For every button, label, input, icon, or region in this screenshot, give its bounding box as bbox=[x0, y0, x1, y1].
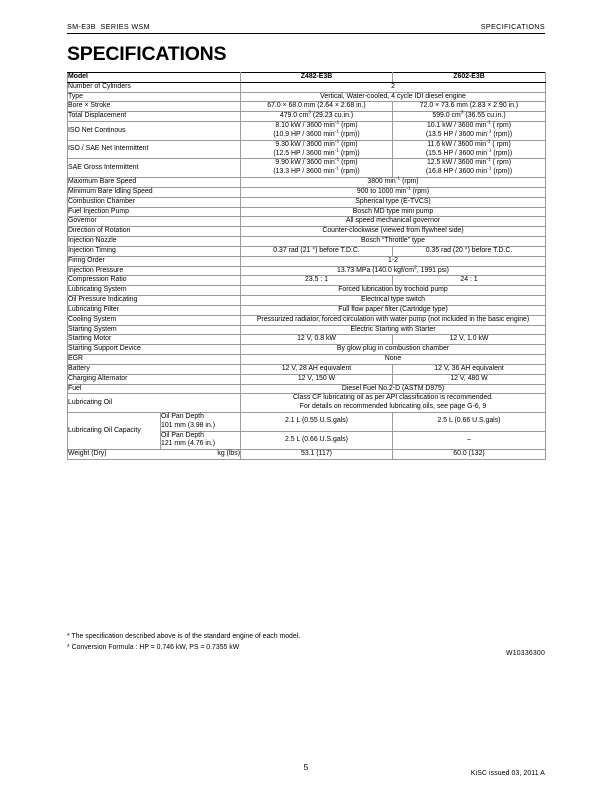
row-value-model-b: 24 : 1 bbox=[393, 276, 546, 286]
footnote-2: * Conversion Formula : HP = 0.746 kW, PS = 0.7355 kW bbox=[67, 643, 240, 651]
row-label-capacity: Lubricating Oil Capacity bbox=[68, 412, 161, 449]
specifications-table-body bbox=[68, 73, 546, 460]
row-label: Fuel Injection Pump bbox=[68, 207, 241, 217]
row-label: Starting System bbox=[68, 325, 241, 335]
row-value-model-a: 12 V, 28 AH equivalent bbox=[241, 364, 393, 374]
row-value-model-a: 53.1 (117) bbox=[241, 450, 393, 460]
table-row bbox=[68, 335, 546, 345]
row-value-shared: Bosch MD type mini pump bbox=[241, 207, 546, 217]
row-value-model-b: 12.5 kW / 3600 $\min^{-1}$ ( rpm) (16.8 HP / 3600 $\min^{-1} (rpm)$) bbox=[393, 159, 546, 178]
page-credit: KiSC issued 03, 2011 A bbox=[470, 770, 545, 777]
row-value-model-a: 2.5 L (0.66 U.S.gals) bbox=[241, 431, 393, 450]
row-label: Lubricating System bbox=[68, 286, 241, 296]
table-row bbox=[68, 374, 546, 384]
row-value-shared: 900 to 1000 $\min^{-1} (rpm)$ bbox=[241, 187, 546, 197]
row-label: Fuel bbox=[68, 384, 241, 394]
row-value-shared: Pressurized radiator, forced circulation with water pump (not included in the basic engine) bbox=[241, 315, 546, 325]
row-label: Bore × Stroke bbox=[68, 102, 241, 112]
footnote-1: * The specification described above is of the standard engine of each model. bbox=[67, 633, 301, 640]
row-value-model-b: 2.5 L (0.66 U.S.gals) bbox=[393, 412, 546, 431]
row-value-shared: Electric Starting with Starter bbox=[241, 325, 546, 335]
row-value-model-b: 599.0 $cm^3$ (36.55 cu.in.) bbox=[393, 112, 546, 122]
table-row bbox=[68, 140, 546, 159]
table-row bbox=[68, 276, 546, 286]
table-row bbox=[68, 364, 546, 374]
row-label: SAE Gross Intermittent bbox=[68, 159, 241, 178]
table-row bbox=[68, 237, 546, 247]
table-row bbox=[68, 384, 546, 394]
row-value-model-a: 2.1 L (0.55 U.S.gals) bbox=[241, 412, 393, 431]
row-label: Starting Motor bbox=[68, 335, 241, 345]
row-value-shared: 13.73 MPa (140.0 kgf/$cm^2$, 1991 psi) bbox=[241, 266, 546, 276]
running-header-left: SM-E3B SERIES WSM bbox=[67, 22, 150, 31]
page-title: SPECIFICATIONS bbox=[67, 43, 227, 65]
table-row bbox=[68, 355, 546, 365]
row-value-shared: Bosch “Throttle” type bbox=[241, 237, 546, 247]
running-header bbox=[67, 22, 545, 34]
footnotes bbox=[67, 632, 300, 653]
row-label: Lubricating Oil bbox=[68, 394, 241, 413]
table-row bbox=[68, 296, 546, 306]
column-header-model: Model bbox=[68, 73, 241, 83]
table-row bbox=[68, 266, 546, 276]
row-label: Total Displacement bbox=[68, 112, 241, 122]
row-value-model-a: 23.5 : 1 bbox=[241, 276, 393, 286]
table-row bbox=[68, 178, 546, 188]
row-value-model-a: 9.30 kW / 3600 $\min^{-1} (rpm)$ (12.5 HP / 3600 $\min^{-1} (rpm)$) bbox=[241, 140, 393, 159]
table-row bbox=[68, 159, 546, 178]
row-value-model-a: 9.90 kW / 3600 $\min^{-1} (rpm)$ (13.3 HP / 3600 $\min^{-1} (rpm)$) bbox=[241, 159, 393, 178]
table-row bbox=[68, 394, 546, 413]
row-label: ISO / SAE Net Intermittent bbox=[68, 140, 241, 159]
row-sublabel-oil-pan-depth: Oil Pan Depth 121 mm (4.76 in.) bbox=[161, 431, 241, 450]
row-label: Firing Order bbox=[68, 256, 241, 266]
row-value-model-a: 12 V, 150 W bbox=[241, 374, 393, 384]
row-label: Number of Cylinders bbox=[68, 82, 241, 92]
row-label: Combustion Chamber bbox=[68, 197, 241, 207]
table-row bbox=[68, 197, 546, 207]
row-value-shared: Full flow paper filter (Cartridge type) bbox=[241, 305, 546, 315]
table-row bbox=[68, 305, 546, 315]
row-value-shared: Spherical type (E-TVCS) bbox=[241, 197, 546, 207]
running-header-right: SPECIFICATIONS bbox=[480, 22, 545, 31]
table-row bbox=[68, 315, 546, 325]
row-label: Starting Support Device bbox=[68, 345, 241, 355]
row-value-model-b: 11.6 kW / 3600 $\min^{-1}$ ( rpm) (15.5 HP / 3600 $\min^{-1} (rpm)$) bbox=[393, 140, 546, 159]
row-label: Injection Nozzle bbox=[68, 237, 241, 247]
row-value-model-b: 72.0 × 73.6 mm (2.83 × 2.90 in.) bbox=[393, 102, 546, 112]
row-value-model-a: 0.37 rad (21 °) before T.D.C. bbox=[241, 246, 393, 256]
row-sublabel-oil-pan-depth: Oil Pan Depth 101 mm (3.98 in.) bbox=[161, 412, 241, 431]
table-row-weight bbox=[68, 450, 546, 460]
row-value-shared: None bbox=[241, 355, 546, 365]
row-value-model-a: 479.0 $cm^3$ (29.23 cu.in.) bbox=[241, 112, 393, 122]
row-value-shared: Vertical, Water-cooled, 4 cycle IDI diesel engine bbox=[241, 92, 546, 102]
row-label: Charging Alternator bbox=[68, 374, 241, 384]
table-row bbox=[68, 92, 546, 102]
column-header-model-a: Z482-E3B bbox=[241, 73, 393, 83]
document-code: W10336300 bbox=[506, 650, 545, 657]
page-number: 5 bbox=[303, 762, 309, 772]
table-row bbox=[68, 217, 546, 227]
row-value-shared: Counter-clockwise (viewed from flywheel side) bbox=[241, 227, 546, 237]
row-label: Battery bbox=[68, 364, 241, 374]
row-label: Oil Pressure Indicating bbox=[68, 296, 241, 306]
row-label: Governor bbox=[68, 217, 241, 227]
table-row bbox=[68, 122, 546, 141]
table-row bbox=[68, 207, 546, 217]
row-value-model-b: 12 V, 480 W bbox=[393, 374, 546, 384]
table-row bbox=[68, 187, 546, 197]
row-label: ISO Net Continous bbox=[68, 122, 241, 141]
row-value-model-a: 12 V, 0.8 kW bbox=[241, 335, 393, 345]
row-value-model-b: 12 V, 1.0 kW bbox=[393, 335, 546, 345]
specifications-table-container bbox=[67, 72, 545, 460]
specifications-table bbox=[67, 72, 546, 460]
table-row bbox=[68, 345, 546, 355]
table-row bbox=[68, 325, 546, 335]
row-label: Injection Timing bbox=[68, 246, 241, 256]
row-value-model-b: – bbox=[393, 431, 546, 450]
row-label: Compression Ratio bbox=[68, 276, 241, 286]
row-value-shared: Diesel Fuel No.2-D (ASTM D975) bbox=[241, 384, 546, 394]
row-value-shared: All speed mechanical governor bbox=[241, 217, 546, 227]
row-label: Minimum Bare Idling Speed bbox=[68, 187, 241, 197]
row-value-model-b: 60.0 (132) bbox=[393, 450, 546, 460]
row-label: Maximum Bare Speed bbox=[68, 178, 241, 188]
row-label: Direction of Rotation bbox=[68, 227, 241, 237]
table-row bbox=[68, 286, 546, 296]
row-value-model-b: 12 V, 36 AH equivalent bbox=[393, 364, 546, 374]
table-header-row bbox=[68, 73, 546, 83]
row-value-model-b: 10.1 kW / 3600 $\min^{-1}$ ( rpm) (13.5 HP / 3600 $\min^{-1} (rpm)$) bbox=[393, 122, 546, 141]
row-value-model-a: 8.10 kW / 3600 $\min^{-1} (rpm)$ (10.9 HP / 3600 $\min^{-1} (rpm)$) bbox=[241, 122, 393, 141]
row-value-model-a: 67.0 × 68.0 mm (2.64 × 2.68 in.) bbox=[241, 102, 393, 112]
table-row bbox=[68, 102, 546, 112]
row-unit-weight: kg (lbs) bbox=[161, 450, 241, 460]
row-label-weight: Weight (Dry) bbox=[68, 450, 161, 460]
table-row-capacity bbox=[68, 412, 546, 431]
table-row bbox=[68, 82, 546, 92]
row-label: Injection Pressure bbox=[68, 266, 241, 276]
row-value-shared: By glow plug in combustion chamber bbox=[241, 345, 546, 355]
row-value-shared: 3800 $\min^{-1} (rpm)$ bbox=[241, 178, 546, 188]
table-row bbox=[68, 246, 546, 256]
row-label: Lubricating Filter bbox=[68, 305, 241, 315]
row-label: EGR bbox=[68, 355, 241, 365]
column-header-model-b: Z602-E3B bbox=[393, 73, 546, 83]
row-value-shared: 2 bbox=[241, 82, 546, 92]
row-label: Type bbox=[68, 92, 241, 102]
table-row bbox=[68, 227, 546, 237]
table-row bbox=[68, 256, 546, 266]
row-label: Cooling System bbox=[68, 315, 241, 325]
row-value-model-b: 0.35 rad (20 °) before T.D.C. bbox=[393, 246, 546, 256]
row-value-shared: Forced lubrication by trochoid pump bbox=[241, 286, 546, 296]
row-value-shared: Class CF lubricating oil as per API classification is recommended. For details on recommended lubricating oils, see page G-6, 9 bbox=[241, 394, 546, 413]
row-value-shared: Electrical type switch bbox=[241, 296, 546, 306]
row-value-shared: 1-2 bbox=[241, 256, 546, 266]
table-row bbox=[68, 112, 546, 122]
